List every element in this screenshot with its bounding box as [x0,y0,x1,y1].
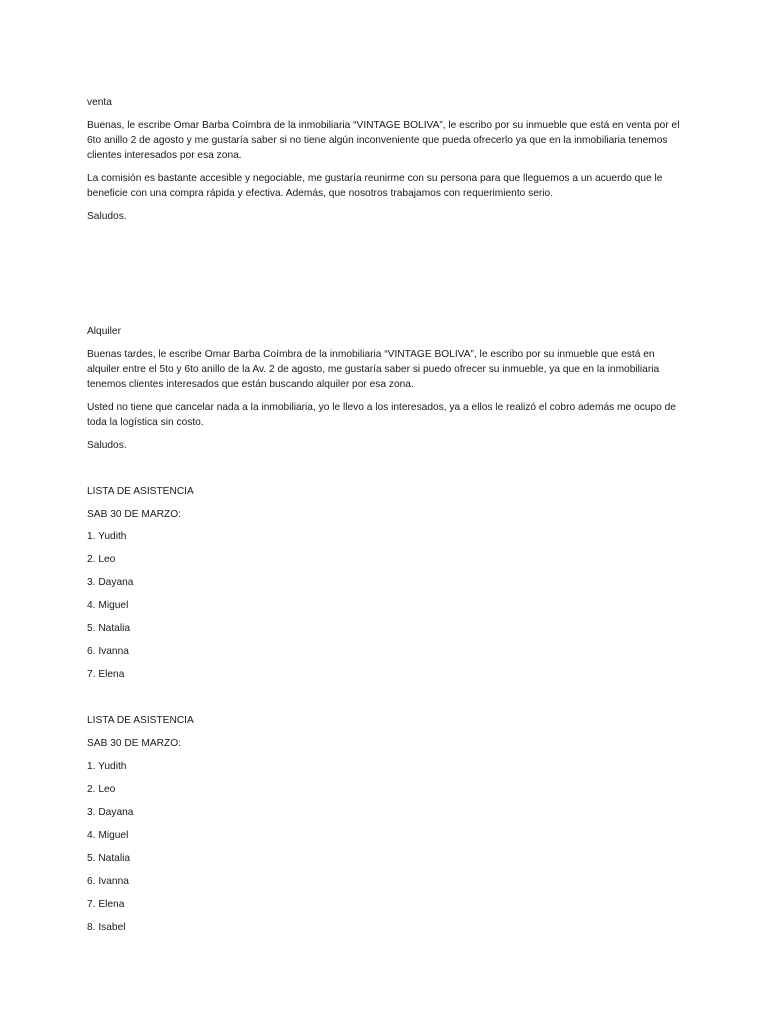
list-item: 2. Leo [87,554,116,565]
venta-section [87,95,683,224]
list-title: LISTA DE ASISTENCIA [87,715,194,726]
list-item: 5. Natalia [87,853,131,864]
list-item: 1. Yudith [87,531,127,542]
venta-closing: Saludos. [87,211,127,222]
alquiler-heading: Alquiler [87,326,121,337]
alquiler-closing: Saludos. [87,440,127,451]
list-item: 3. Dayana [87,807,134,818]
list-item: 5. Natalia [87,623,131,634]
list-item: 1. Yudith [87,761,127,772]
list-item: 6. Ivanna [87,646,129,657]
list-item: 8. Isabel [87,922,126,933]
venta-paragraph-1: Buenas, le escribe Omar Barba Coímbra de la inmobiliaria “VINTAGE BOLIVA”, le escribo por su inmueble que está en venta por el 6to anillo 2 de agosto y me gustaría saber si no tiene algún inconveniente que pueda ofrecerlo ya que en la inmobiliaria tenemos clientes interesados por esa zona. [87,120,680,161]
alquiler-section [87,324,683,453]
list-item: 6. Ivanna [87,876,129,887]
list-date: SAB 30 DE MARZO: [87,509,181,520]
list-item: 4. Miguel [87,600,129,611]
list-title: LISTA DE ASISTENCIA [87,486,194,497]
list-item: 3. Dayana [87,577,134,588]
list-item: 7. Elena [87,669,125,680]
alquiler-paragraph-2: Usted no tiene que cancelar nada a la inmobiliaria, yo le llevo a los interesados, ya a ellos le realizó el cobro además me ocupo de toda la logística sin costo. [87,402,676,428]
venta-heading: venta [87,97,112,108]
venta-paragraph-2: La comisión es bastante accesible y negociable, me gustaría reunirme con su persona para que lleguemos a un acuerdo que le beneficie con una compra rápida y efectiva. Además, que nosotros trabajamos con requerimiento serio. [87,173,663,199]
alquiler-paragraph-1: Buenas tardes, le escribe Omar Barba Coímbra de la inmobiliaria “VINTAGE BOLIVA”, le escribo por su inmueble que está en alquiler entre el 5to y 6to anillo de la Av. 2 de agosto, me gustaría saber si puedo ofrecer su inmueble, ya que en la inmobiliaria tenemos clientes interesados que están buscando alquiler por esa zona. [87,349,660,390]
list-item: 2. Leo [87,784,116,795]
list-date: SAB 30 DE MARZO: [87,738,181,749]
list-item: 4. Miguel [87,830,129,841]
list-item: 7. Elena [87,899,125,910]
